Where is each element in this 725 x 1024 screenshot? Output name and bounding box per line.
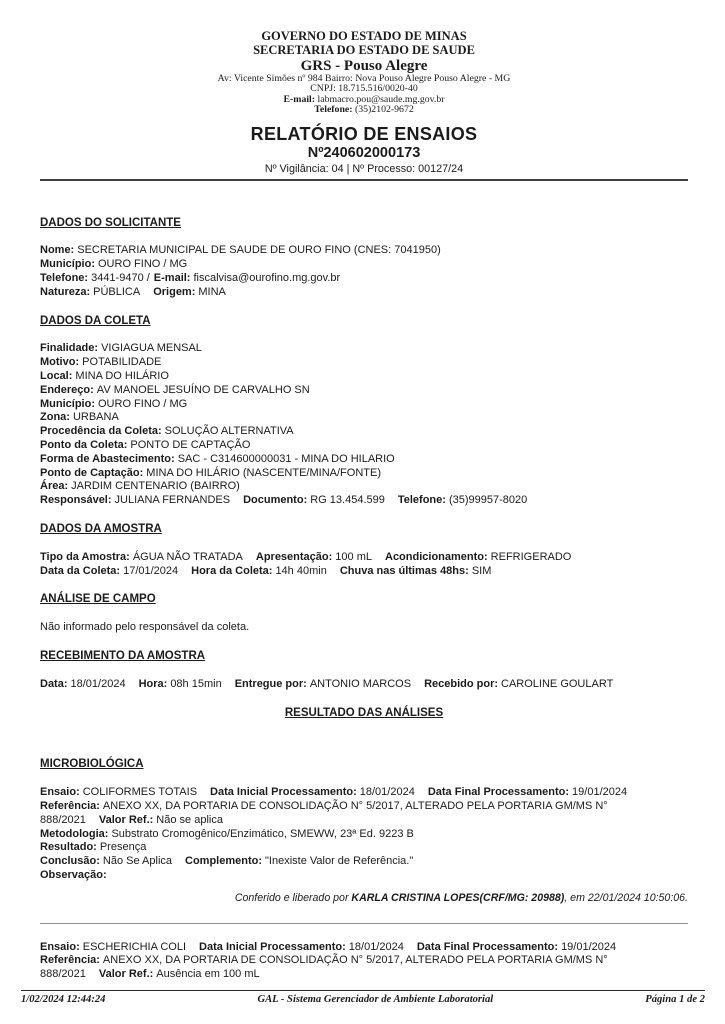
section-analise-de-campo bbox=[40, 593, 688, 635]
email-value: labmacro.pou@saude.mg.gov.br bbox=[317, 93, 445, 105]
field-label: Área: bbox=[40, 480, 69, 493]
release-suffix: , em 22/01/2024 10:50:06. bbox=[564, 891, 688, 904]
field-value: OURO FINO / MG bbox=[98, 258, 188, 271]
field-value: 08h 15min bbox=[170, 677, 222, 690]
field-label: Nome: bbox=[40, 244, 75, 257]
release-prefix: Conferido e liberado por bbox=[234, 891, 352, 904]
field-label: Finalidade: bbox=[40, 342, 99, 355]
ensaio-block bbox=[40, 786, 688, 905]
field-pair bbox=[99, 968, 260, 980]
field-label: Telefone: bbox=[40, 272, 89, 285]
field-label: Tipo da Amostra: bbox=[40, 550, 130, 563]
field-line bbox=[40, 678, 688, 692]
field-value: 19/01/2024 bbox=[572, 786, 628, 799]
report-number: Nº240602000173 bbox=[307, 144, 421, 161]
field-line bbox=[40, 425, 688, 439]
field-pair bbox=[40, 786, 197, 798]
field-line bbox=[40, 480, 688, 494]
field-pair bbox=[256, 551, 372, 563]
section-heading: ANÁLISE DE CAMPO bbox=[40, 593, 156, 606]
field-value: SECRETARIA MUNICIPAL DE SAUDE DE OURO FINO (CNES: 7041950) bbox=[77, 244, 441, 257]
field-value: REFRIGERADO bbox=[490, 550, 572, 563]
field-value: SOLUÇÃO ALTERNATIVA bbox=[164, 425, 294, 438]
field-label: Zona: bbox=[40, 411, 70, 424]
field-pair bbox=[417, 941, 616, 953]
field-label: Ponto de Captação: bbox=[40, 466, 144, 479]
field-label: Ensaio: bbox=[40, 940, 80, 953]
field-pair bbox=[40, 342, 202, 354]
field-label: Resultado: bbox=[40, 841, 97, 854]
field-label: Motivo: bbox=[40, 356, 80, 369]
field-pair bbox=[424, 678, 613, 690]
field-value: Não se aplica bbox=[156, 813, 223, 826]
field-value: "Inexiste Valor de Referência." bbox=[265, 855, 414, 868]
field-value: 18/01/2024 bbox=[359, 786, 415, 799]
field-value: Não informado pelo responsável da coleta. bbox=[40, 621, 250, 634]
results-heading: RESULTADO DAS ANÁLISES bbox=[284, 706, 444, 719]
field-label: Procedência da Coleta: bbox=[40, 425, 162, 438]
field-value: SIM bbox=[471, 564, 492, 577]
field-label: Data Final Processamento: bbox=[427, 786, 570, 799]
field-label: Endereço: bbox=[40, 383, 94, 396]
field-pair bbox=[40, 621, 249, 633]
field-pair bbox=[385, 551, 571, 563]
unit-name: GRS - Pouso Alegre bbox=[300, 58, 428, 74]
header-divider bbox=[40, 179, 688, 181]
field-label: Referência: bbox=[40, 799, 100, 812]
release-signer: KARLA CRISTINA LOPES(CRF/MG: 20988) bbox=[351, 891, 565, 904]
field-pair bbox=[40, 678, 126, 690]
field-label: Município: bbox=[40, 397, 95, 410]
field-pair bbox=[398, 494, 527, 506]
field-label: E-mail: bbox=[153, 272, 191, 285]
letterhead bbox=[40, 30, 688, 116]
results-group-heading: MICROBIOLÓGICA bbox=[40, 758, 144, 771]
field-label: Recebido por: bbox=[424, 677, 499, 690]
field-line bbox=[40, 439, 688, 453]
field-pair bbox=[40, 439, 250, 451]
field-line bbox=[40, 398, 688, 412]
field-label: Data Inicial Processamento: bbox=[210, 786, 357, 799]
field-label: Entregue por: bbox=[234, 677, 307, 690]
section-heading: DADOS DA AMOSTRA bbox=[40, 522, 162, 535]
field-line bbox=[40, 551, 688, 565]
field-pair bbox=[40, 356, 161, 368]
field-pair bbox=[40, 398, 187, 410]
email-label: E-mail: bbox=[283, 93, 316, 105]
field-label: Chuva nas últimas 48hs: bbox=[339, 564, 469, 577]
field-line bbox=[40, 621, 688, 635]
field-value: 14h 40min bbox=[275, 564, 327, 577]
field-pair bbox=[40, 494, 230, 506]
field-pair bbox=[340, 565, 492, 577]
field-label: Forma de Abastecimento: bbox=[40, 452, 175, 465]
field-label: Observação: bbox=[40, 868, 107, 881]
field-line bbox=[40, 286, 688, 300]
field-label: Origem: bbox=[153, 285, 196, 298]
report-body bbox=[40, 217, 688, 982]
field-value: AV MANOEL JESUÍNO DE CARVALHO SN bbox=[96, 383, 310, 396]
field-value: ANEXO XX, DA PORTARIA DE CONSOLIDAÇÃO N° 5/2017, ALTERADO PELA PORTARIA GM/MS N° 888/2021 bbox=[40, 799, 608, 826]
field-line bbox=[40, 356, 688, 370]
field-line bbox=[40, 272, 688, 286]
field-label: Data Inicial Processamento: bbox=[199, 940, 346, 953]
field-value: fiscalvisa@ourofino.mg.gov.br bbox=[193, 272, 341, 285]
field-pair bbox=[154, 272, 340, 284]
field-value: 17/01/2024 bbox=[123, 564, 179, 577]
field-label: Apresentação: bbox=[255, 550, 333, 563]
field-label: Responsável: bbox=[40, 494, 112, 507]
field-label: Data: bbox=[40, 677, 68, 690]
field-value: JARDIM CENTENARIO (BAIRRO) bbox=[71, 480, 240, 493]
field-pair bbox=[40, 411, 119, 423]
section-heading: RECEBIMENTO DA AMOSTRA bbox=[40, 649, 206, 662]
field-value: Não Se Aplica bbox=[102, 855, 173, 868]
field-label: Município: bbox=[40, 258, 95, 271]
field-value: Substrato Cromogênico/Enzimático, SMEWW, 23ª Ed. 9223 B bbox=[111, 827, 414, 840]
field-pair bbox=[153, 286, 226, 298]
field-value: VIGIAGUA MENSAL bbox=[101, 342, 202, 355]
field-value: (35)99957-8020 bbox=[448, 494, 528, 507]
field-pair bbox=[40, 453, 395, 465]
field-pair bbox=[428, 786, 627, 798]
ensaio-divider bbox=[40, 923, 688, 924]
field-pair bbox=[40, 828, 414, 840]
field-line bbox=[40, 941, 688, 955]
field-value: OURO FINO / MG bbox=[98, 397, 188, 410]
field-line bbox=[40, 800, 688, 828]
field-value: 100 mL bbox=[335, 550, 372, 563]
field-line bbox=[40, 342, 688, 356]
secretary-name: SECRETARIA DO ESTADO DE SAUDE bbox=[253, 42, 475, 57]
field-label: Metodologia: bbox=[40, 827, 109, 840]
field-value: 18/01/2024 bbox=[348, 940, 404, 953]
field-line bbox=[40, 384, 688, 398]
field-label: Hora: bbox=[138, 677, 168, 690]
field-value: POTABILIDADE bbox=[82, 356, 162, 369]
field-value: Ausência em 100 mL bbox=[156, 968, 260, 981]
field-value: JULIANA FERNANDES bbox=[114, 494, 231, 507]
field-label: Telefone: bbox=[397, 494, 446, 507]
unit-cnpj: CNPJ: 18.715.516/0020-40 bbox=[310, 83, 418, 95]
section-dados-do-solicitante bbox=[40, 217, 688, 300]
field-value: MINA DO HILÁRIO (NASCENTE/MINA/FONTE) bbox=[146, 466, 381, 479]
phone-value: (35)2102-9672 bbox=[354, 104, 414, 116]
field-label: Referência: bbox=[40, 954, 100, 967]
report-title-block bbox=[40, 124, 688, 176]
field-pair bbox=[40, 941, 186, 953]
section-heading: DADOS DA COLETA bbox=[40, 314, 151, 327]
field-label: Local: bbox=[40, 370, 73, 382]
field-pair bbox=[210, 786, 415, 798]
field-label: Hora da Coleta: bbox=[191, 564, 273, 577]
field-line bbox=[40, 370, 688, 384]
field-pair bbox=[40, 258, 187, 270]
field-value: MINA DO HILÁRIO bbox=[75, 370, 169, 382]
org-name: GOVERNO DO ESTADO DE MINAS bbox=[261, 29, 467, 43]
field-pair bbox=[40, 551, 243, 563]
report-meta: Nº Vigilância: 04 | Nº Processo: 00127/24 bbox=[264, 162, 464, 175]
field-pair bbox=[139, 678, 222, 690]
unit-address: Av: Vicente Simões nº 984 Bairro: Nova Pouso Alegre Pouso Alegre - MG bbox=[217, 73, 511, 84]
field-value: PÚBLICA bbox=[93, 285, 141, 298]
field-pair bbox=[40, 286, 140, 298]
field-line bbox=[40, 954, 688, 982]
field-value: ÁGUA NÃO TRATADA bbox=[132, 550, 243, 563]
field-pair bbox=[40, 841, 146, 853]
field-value: CAROLINE GOULART bbox=[501, 677, 614, 690]
field-pair bbox=[40, 467, 381, 479]
field-line bbox=[40, 855, 688, 869]
section-recebimento-da-amostra bbox=[40, 650, 688, 692]
field-label: Ensaio: bbox=[40, 786, 80, 799]
unit-phone bbox=[40, 105, 688, 115]
field-pair bbox=[40, 272, 150, 284]
section-dados-da-amostra bbox=[40, 523, 688, 578]
field-label: Documento: bbox=[243, 494, 308, 507]
field-line bbox=[40, 453, 688, 467]
field-value: ESCHERICHIA COLI bbox=[82, 940, 187, 953]
field-line bbox=[40, 869, 688, 883]
sections-container bbox=[40, 217, 688, 692]
ensaios-container bbox=[40, 786, 688, 982]
field-pair bbox=[99, 814, 223, 826]
field-line bbox=[40, 467, 688, 481]
footer-page: Página 1 de 2 bbox=[645, 994, 705, 1005]
field-label: Conclusão: bbox=[40, 855, 100, 868]
field-pair bbox=[40, 384, 310, 396]
footer-system: GAL - Sistema Gerenciador de Ambiente Laboratorial bbox=[257, 994, 494, 1005]
field-label: Natureza: bbox=[40, 285, 91, 298]
footer-datetime: 1/02/2024 12:44:24 bbox=[21, 994, 106, 1005]
field-pair bbox=[40, 244, 441, 256]
field-label: Data Final Processamento: bbox=[416, 940, 559, 953]
field-pair bbox=[40, 869, 107, 881]
field-line bbox=[40, 565, 688, 579]
ensaio-block bbox=[40, 941, 688, 982]
field-line bbox=[40, 411, 688, 425]
field-line bbox=[40, 786, 688, 800]
field-pair bbox=[40, 480, 240, 492]
release-statement bbox=[40, 892, 688, 906]
field-label: Acondicionamento: bbox=[385, 550, 488, 563]
field-pair bbox=[235, 678, 411, 690]
report-title: RELATÓRIO DE ENSAIOS bbox=[250, 123, 478, 144]
field-pair bbox=[191, 565, 327, 577]
field-value: 18/01/2024 bbox=[70, 677, 126, 690]
page-footer bbox=[21, 990, 705, 1005]
field-label: Data da Coleta: bbox=[40, 564, 121, 577]
phone-label: Telefone: bbox=[314, 104, 353, 116]
field-value: Presença bbox=[99, 841, 147, 854]
field-value: ANTONIO MARCOS bbox=[309, 677, 412, 690]
field-value: 19/01/2024 bbox=[561, 940, 617, 953]
field-value: SAC - C314600000031 - MINA DO HILARIO bbox=[177, 452, 395, 465]
field-pair bbox=[40, 370, 169, 382]
field-value: 3441-9470 / bbox=[91, 272, 150, 285]
field-pair bbox=[40, 565, 178, 577]
field-value: ANEXO XX, DA PORTARIA DE CONSOLIDAÇÃO N° 5/2017, ALTERADO PELA PORTARIA GM/MS N° 888/2021 bbox=[40, 954, 608, 981]
field-line bbox=[40, 494, 688, 508]
section-heading: DADOS DO SOLICITANTE bbox=[40, 216, 181, 229]
field-pair bbox=[199, 941, 404, 953]
field-label: Valor Ref.: bbox=[98, 968, 154, 981]
field-label: Complemento: bbox=[185, 855, 263, 868]
field-label: Ponto da Coleta: bbox=[40, 438, 128, 451]
field-line bbox=[40, 828, 688, 842]
field-value: MINA bbox=[198, 285, 226, 298]
field-value: URBANA bbox=[72, 411, 119, 424]
field-pair bbox=[40, 425, 294, 437]
field-pair bbox=[40, 855, 172, 867]
field-label: Valor Ref.: bbox=[98, 813, 154, 826]
field-value: COLIFORMES TOTAIS bbox=[82, 786, 198, 799]
field-pair bbox=[243, 494, 385, 506]
field-line bbox=[40, 244, 688, 258]
field-value: RG 13.454.599 bbox=[310, 494, 385, 507]
section-dados-da-coleta bbox=[40, 315, 688, 508]
field-pair bbox=[185, 855, 413, 867]
field-line bbox=[40, 258, 688, 272]
field-line bbox=[40, 841, 688, 855]
field-value: PONTO DE CAPTAÇÃO bbox=[130, 438, 251, 451]
